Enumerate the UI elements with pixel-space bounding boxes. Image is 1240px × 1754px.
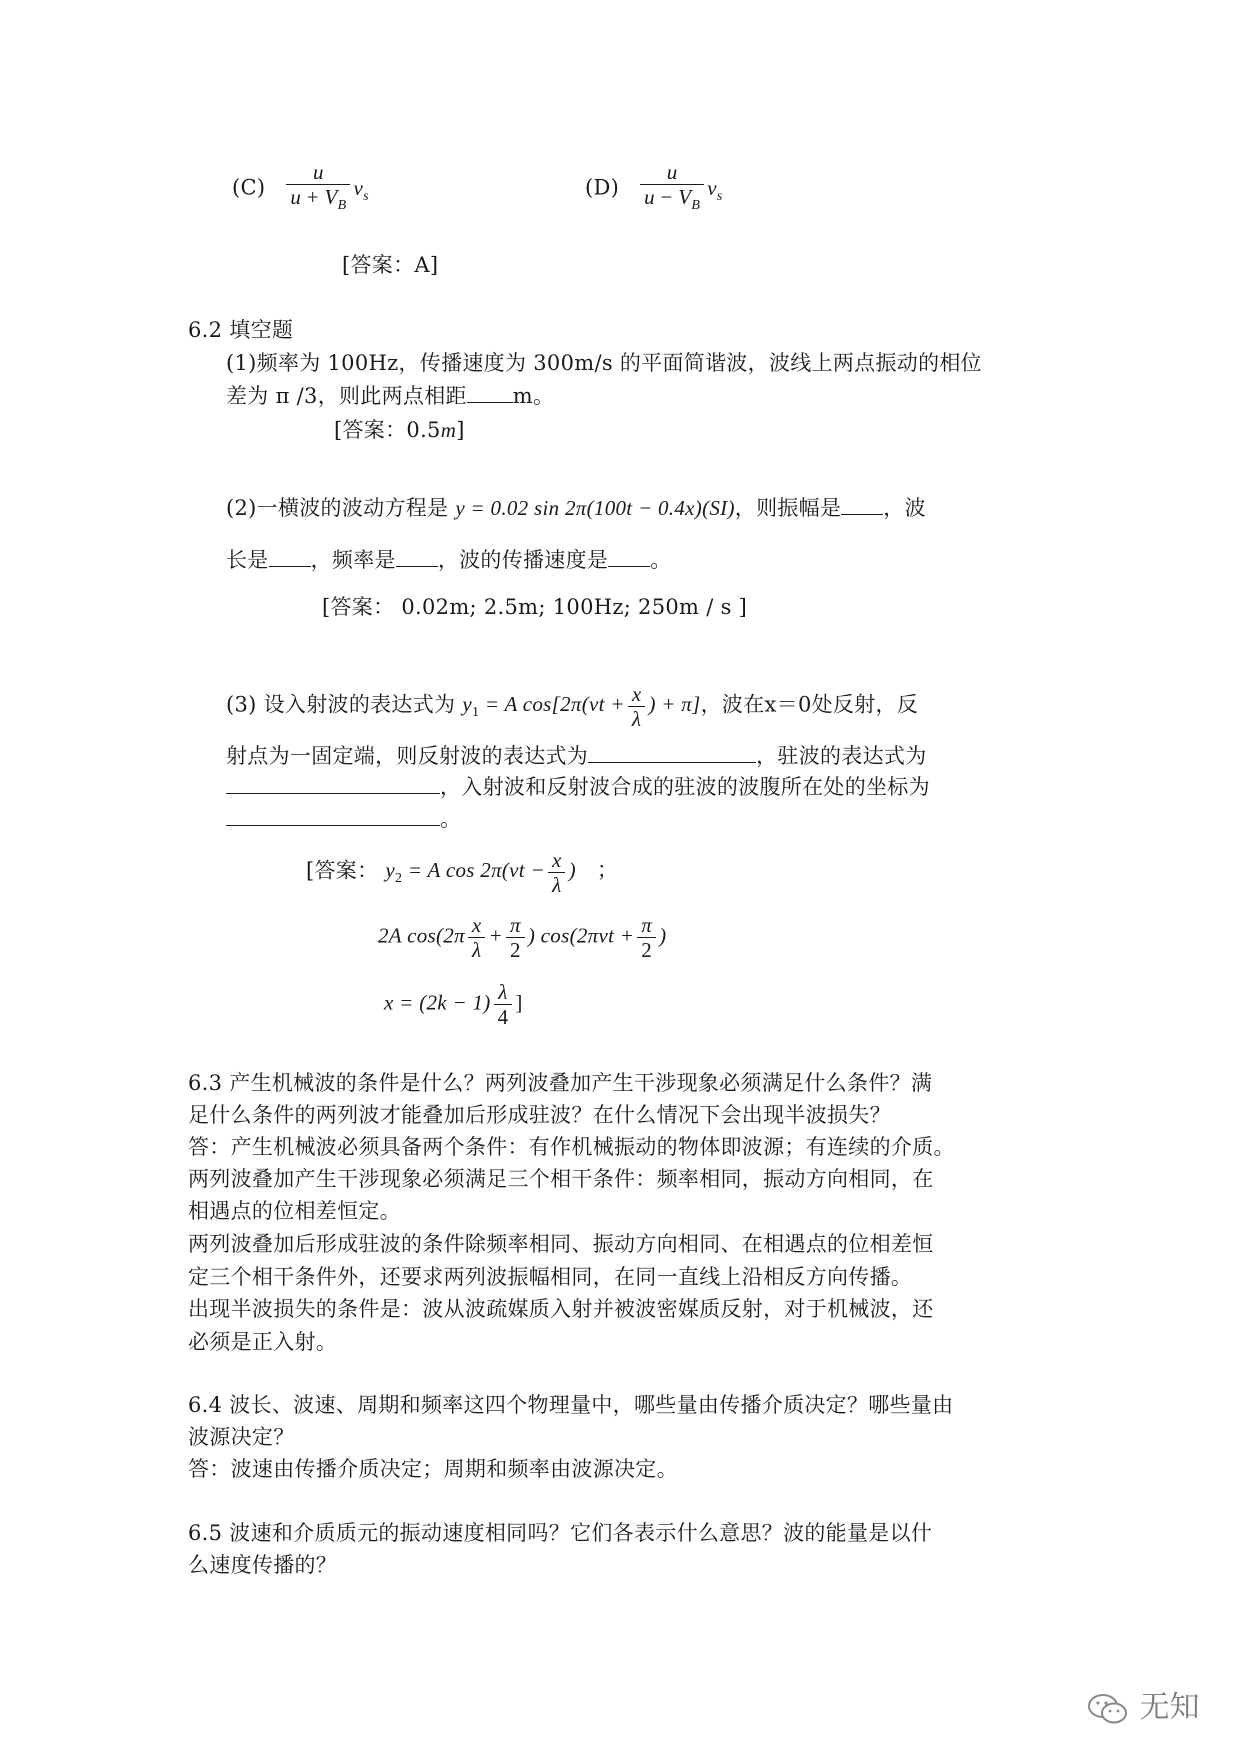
q3-line3 (226, 772, 930, 802)
a6-3-line2: 两列波叠加产生干涉现象必须满足三个相干条件：频率相同，振动方向相同，在 (188, 1167, 934, 1191)
option-c-den-a: u (290, 185, 302, 209)
option-c-mul: v (353, 175, 364, 200)
option-c-numerator: u (312, 160, 324, 184)
q3-line2-text: 射点为一固定端，则反射波的表达式为 (226, 744, 589, 768)
watermark (1086, 1682, 1200, 1726)
a6-4-line1: 答：波速由传播介质决定；周期和频率由波源决定。 (188, 1457, 678, 1481)
q3-ans1-eq-a: = A cos 2π(νt − (407, 858, 545, 883)
q3-ans2-n2: π (510, 913, 521, 937)
q2-blank-frequency[interactable] (396, 546, 438, 567)
q3-y1-sub: 1 (471, 705, 480, 721)
a6-3-line4: 两列波叠加后形成驻波的条件除频率相同、振动方向相同、在相遇点的位相差恒 (188, 1232, 934, 1256)
q1-line2-text: 差为 π /3，则此两点相距 (226, 384, 467, 408)
option-d-label: (D) (585, 175, 620, 200)
q2-blank-amplitude[interactable] (841, 494, 883, 515)
option-c (232, 160, 369, 218)
q3-ans2-frac3 (637, 913, 656, 962)
option-c-mul-sub: s (363, 188, 369, 204)
q3-line1 (226, 682, 918, 731)
q3-ans3-fraction (494, 980, 513, 1029)
option-d-numerator: u (666, 160, 678, 184)
q3-answer-line2 (378, 913, 666, 962)
q1-answer (334, 415, 465, 445)
option-d-den-b: V (678, 185, 692, 209)
q3-blank-antinode[interactable] (226, 805, 440, 826)
option-c-label: (C) (232, 175, 266, 200)
q6-5-line1: 6.5 波速和介质质元的振动速度相同吗？它们各表示什么意思？波的能量是以什 (188, 1521, 933, 1545)
option-d-mul-sub: s (716, 188, 723, 204)
q3-ans2-b: + (488, 923, 504, 948)
q2-answer: [答案： 0.02m; 2.5m; 100Hz; 250m / s ] (322, 595, 748, 619)
option-c-den-op: + (306, 185, 319, 209)
q1-line2 (226, 381, 554, 411)
q3-frac-num: x (631, 682, 642, 706)
q3-ans2-a: 2A cos(2π (378, 923, 465, 948)
q2-speed-label: ，波的传播速度是 (437, 548, 609, 572)
q3-ans1-y: y (385, 858, 396, 883)
q3-eq-b: ) + π] (648, 692, 701, 717)
q1-line1: (1)频率为 100Hz，传播速度为 300m/s 的平面简谐波，波线上两点振动的相位 (226, 351, 982, 375)
q2-line2-end: 。 (650, 548, 672, 572)
q3-ans3-b: ] (515, 990, 523, 1015)
option-d-denominator (640, 184, 704, 218)
q2-blank-wavelength[interactable] (269, 546, 311, 567)
q3-answer-reflected-eq (385, 848, 576, 897)
option-d-den-sub: B (691, 198, 701, 213)
q3-answer-line3 (384, 980, 523, 1029)
a6-3-line3: 相遇点的位相差恒定。 (188, 1199, 401, 1223)
option-c-den-b: V (324, 185, 338, 209)
q3-ans3-num: λ (498, 980, 508, 1004)
q3-answer-prefix: [答案： (306, 858, 379, 883)
q2-amplitude-label: ，则振幅是 (734, 496, 842, 520)
option-d-fraction (640, 160, 704, 218)
q2-line2 (226, 545, 672, 575)
option-c-fraction (286, 160, 350, 218)
option-c-den-sub: B (337, 198, 347, 213)
q2-frequency-label: ，频率是 (310, 548, 396, 572)
q3-ans2-c: ) cos(2πνt + (527, 923, 635, 948)
option-d (585, 160, 723, 218)
q3-ans1-sep: ； (596, 858, 619, 883)
q3-ans2-d1: λ (468, 937, 485, 962)
q3-y1: y (462, 692, 472, 717)
a6-3-line7: 必须是正入射。 (188, 1330, 338, 1354)
q2-line1-end: ，波 (883, 496, 926, 520)
option-d-mul: v (707, 175, 717, 200)
q6-4-line2: 波源决定？ (188, 1425, 295, 1449)
q3-line2 (226, 741, 927, 771)
q3-ans2-e: ) (659, 923, 667, 948)
q3-line2-end: ，驻波的表达式为 (756, 744, 927, 768)
q6-5-line2: 么速度传播的？ (188, 1553, 338, 1577)
q3-ans3-den: 4 (494, 1004, 513, 1029)
option-c-denominator (286, 184, 350, 218)
q1-answer-suffix: ] (456, 418, 465, 442)
q2-wavelength-label: 长是 (226, 548, 269, 572)
q3-fraction (628, 682, 646, 731)
q3-line3-text: ，入射波和反射波合成的驻波的波腹所在处的坐标为 (440, 775, 930, 799)
q3-ans1-sub: 2 (395, 871, 403, 887)
q3-line1-end: ，波在x＝0处反射，反 (700, 692, 919, 717)
option-d-multiplier (707, 175, 723, 204)
a6-3-line1: 答：产生机械波必须具备两个条件：有作机械振动的物体即波源；有连续的介质。 (188, 1135, 955, 1159)
option-answer: [答案：A] (342, 253, 439, 277)
q3-ans2-d2: 2 (506, 937, 525, 962)
q3-incident-eq (462, 682, 701, 731)
q2-line1 (226, 493, 926, 523)
q1-answer-value: 0.5 (406, 418, 441, 442)
q3-answer-line1 (306, 848, 618, 897)
wechat-icon (1086, 1692, 1130, 1726)
q2-equation: y = 0.02 sin 2π(100t − 0.4x)(SI) (455, 496, 735, 520)
q3-line4-text: 。 (440, 807, 462, 831)
q3-ans2-n3: π (641, 913, 653, 937)
q3-frac-den: λ (628, 706, 645, 731)
a6-3-line5: 定三个相干条件外，还要求两列波振幅相同，在同一直线上沿相反方向传播。 (188, 1265, 913, 1289)
q3-ans2-frac1 (468, 913, 486, 962)
option-d-den-op: − (660, 185, 673, 209)
q3-ans2-frac2 (506, 913, 525, 962)
q2-line1-text: (2)一横波的波动方程是 (226, 496, 449, 520)
q2-blank-speed[interactable] (608, 546, 650, 567)
q3-line4 (226, 804, 461, 834)
option-d-den-a: u (644, 185, 655, 209)
q1-blank[interactable] (467, 382, 513, 403)
q6-3-line1: 6.3 产生机械波的条件是什么？两列波叠加产生干涉现象必须满足什么条件？满 (188, 1071, 933, 1095)
q1-answer-prefix: [答案： (334, 418, 407, 442)
option-c-multiplier (353, 175, 369, 204)
watermark-text: 无知 (1139, 1690, 1200, 1725)
q6-3-line2: 足什么条件的两列波才能叠加后形成驻波？在什么情况下会出现半波损失？ (188, 1103, 891, 1127)
section-6-2-title: 6.2 填空题 (188, 318, 294, 342)
q3-ans1-eq-b: ) (568, 858, 576, 883)
q3-ans2-n1: x (471, 913, 482, 937)
q1-unit: m。 (512, 384, 555, 408)
a6-3-line6: 出现半波损失的条件是：波从波疏媒质入射并被波密媒质反射，对于机械波，还 (188, 1297, 934, 1321)
q3-eq-a: = A cos[2π(νt + (484, 692, 625, 717)
q3-blank-standing[interactable] (226, 773, 440, 794)
q3-ans3-a: x = (2k − 1) (384, 990, 491, 1015)
q6-4-line1: 6.4 波长、波速、周期和频率这四个物理量中，哪些量由传播介质决定？哪些量由 (188, 1393, 954, 1417)
q3-ans1-den: λ (548, 872, 565, 897)
q3-ans2-d3: 2 (637, 937, 656, 962)
q3-ans1-num: x (551, 848, 562, 872)
q3-blank-reflected[interactable] (588, 742, 756, 763)
q3-line1-text: (3) 设入射波的表达式为 (226, 692, 456, 717)
q1-answer-unit: m (440, 418, 457, 442)
q3-ans1-fraction (548, 848, 566, 897)
